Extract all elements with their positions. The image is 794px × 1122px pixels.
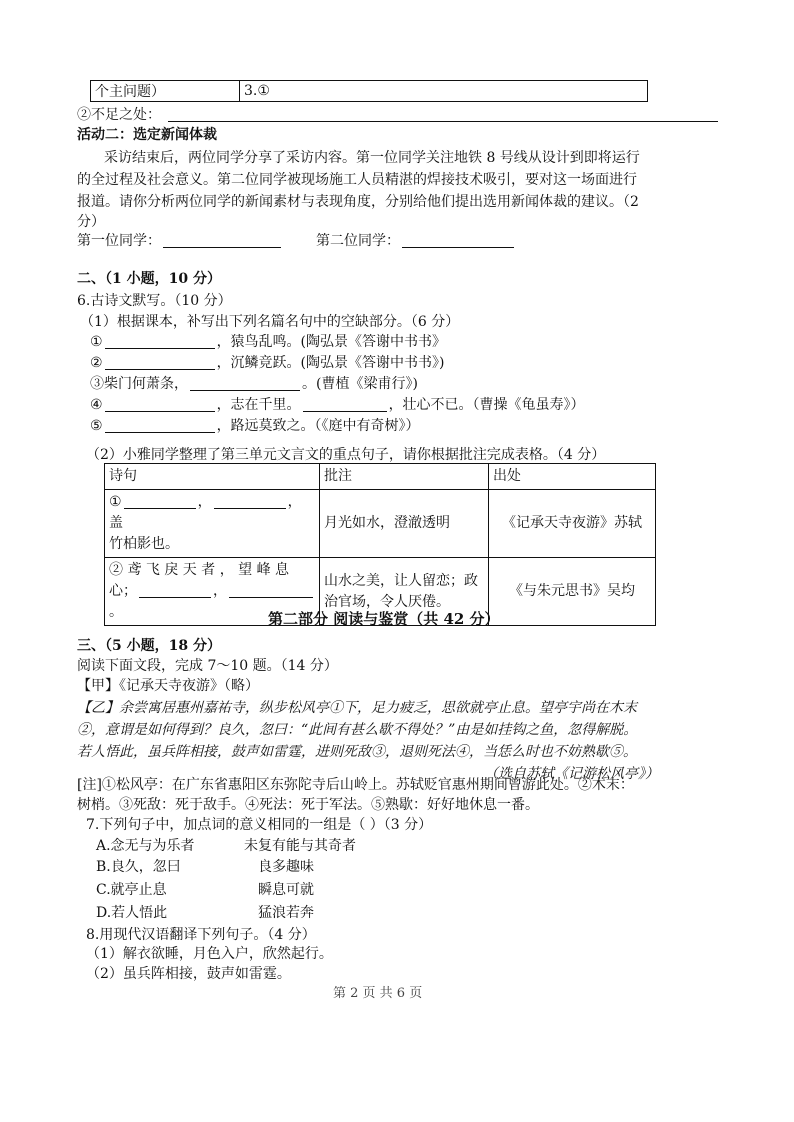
activity2-para-3: 报道。请你分析两位同学的新闻素材与表现角度，分别给他们提出选用新闻体裁的建议。（2 (77, 194, 639, 210)
row1-blank-b[interactable] (214, 494, 286, 509)
text-yi-2: ②，意谓是如何得到？良久，忽曰：“此间有甚么歇不得处？”由是如挂钩之鱼，忽得解脱。 (77, 722, 638, 738)
text-yi-1: 【乙】余尝寓居惠州嘉祐寺，纵步松风亭①下，足力疲乏，思欲就亭止息。望亭宇尚在木末 (77, 700, 637, 716)
row1-source: 《记承天寺夜游》苏轼 (489, 490, 656, 558)
text-jia: 【甲】《记承天寺夜游》（略） (77, 678, 259, 694)
q6-line-2: ② ，沉鳞竞跃。(陶弘景《答谢中书书》) (90, 355, 445, 371)
row2-blank-b[interactable] (229, 583, 313, 598)
q6-sub1: （1）根据课本，补写出下列名篇名句中的空缺部分。（6 分） (80, 314, 460, 330)
second-student-blank[interactable] (402, 233, 514, 248)
first-student-label: 第一位同学： (77, 233, 161, 249)
section3-title: 三、（5 小题，18 分） (77, 638, 221, 654)
activity2-para-4: 分） (77, 214, 105, 230)
q7-option-b-right: 良多趣味 (258, 859, 314, 875)
row2-note: 山水之美，让人留恋；政 治官场，令人厌倦。 (320, 558, 489, 626)
poem-table-row-1 (105, 490, 656, 558)
top-table-cell-2: 3.① (240, 81, 648, 102)
q6-sub2: （2）小雅同学整理了第三单元文言文的重点句子，请你根据批注完成表格。（4 分） (86, 447, 606, 463)
header-source: 出处 (489, 464, 656, 490)
shortcoming-label: ②不足之处： (77, 107, 161, 123)
blank-2[interactable] (105, 355, 215, 370)
blank-4b[interactable] (303, 397, 387, 412)
second-student-row (316, 233, 516, 250)
section2-title: 二、（1 小题，10 分） (77, 271, 221, 287)
q6-title: 6.古诗文默写。（10 分） (77, 293, 232, 309)
top-answer-table (90, 80, 648, 102)
q7-option-c-right: 瞬息可就 (258, 882, 314, 898)
header-note: 批注 (320, 464, 489, 490)
part2-title: 第二部分 阅读与鉴赏（共 42 分） (268, 610, 500, 628)
q6-line-3: ③柴门何萧条， 。(曹植《梁甫行》) (90, 376, 418, 392)
q7-title: 7.下列句子中，加点词的意义相同的一组是（ ）（3 分） (86, 817, 433, 833)
blank-5[interactable] (105, 418, 215, 433)
q6-line-5: ⑤ ，路远莫致之。（《庭中有奇树》） (90, 418, 420, 434)
shortcoming-answer-line[interactable] (168, 121, 718, 122)
activity2-para-2: 的全过程及社会意义。第二位同学被现场施工人员精湛的焊接技术吸引，要对这一场面进行 (77, 172, 637, 188)
text-yi-3: 若人悟此，虽兵阵相接，鼓声如雷霆，进则死敌③，退则死法④，当恁么时也不妨熟歇⑤。 (77, 744, 637, 760)
q8-item-1: （1）解衣欲睡，月色入户，欣然起行。 (86, 946, 333, 962)
blank-4a[interactable] (105, 397, 215, 412)
q7-option-a-right: 未复有能与其奇者 (244, 838, 356, 854)
q7-option-a-left[interactable]: A.念无与为乐者 (96, 838, 195, 854)
row2-blank-a[interactable] (139, 583, 211, 598)
q7-option-c-left[interactable]: C.就亭止息 (96, 882, 167, 898)
blank-3[interactable] (190, 376, 300, 391)
q7-option-d-right: 猛浪若奔 (258, 905, 314, 921)
q7-option-b-left[interactable]: B.良久，忽曰 (96, 859, 181, 875)
annotation-1: [注]①松风亭：在广东省惠阳区东弥陀寺后山岭上。苏轼贬官惠州期间曾游此处。②木末： (77, 777, 634, 793)
first-student-blank[interactable] (163, 233, 281, 248)
poem-table (104, 463, 656, 626)
activity2-para-1: 采访结束后，两位同学分享了采访内容。第一位同学关注地铁 8 号线从设计到即将运行 (104, 150, 640, 166)
row2-source: 《与朱元思书》吴均 (489, 558, 656, 626)
first-student-row (77, 233, 283, 250)
header-poem: 诗句 (105, 464, 320, 490)
activity2-title: 活动二：选定新闻体裁 (77, 127, 217, 143)
q6-line-4: ④ ，志在千里。 ，壮心不已。（曹操《龟虽寿》） (90, 397, 585, 413)
row1-note: 月光如水，澄澈透明 (320, 490, 489, 558)
reading-intro: 阅读下面文段，完成 7～10 题。（14 分） (77, 658, 338, 674)
q8-item-2: （2）虽兵阵相接，鼓声如雷霆。 (86, 966, 291, 982)
blank-1[interactable] (105, 334, 215, 349)
top-table-cell-1: 个主问题） (91, 81, 240, 102)
page-footer: 第 2 页 共 6 页 (333, 986, 423, 1001)
second-student-label: 第二位同学： (316, 233, 400, 249)
q8-title: 8.用现代汉语翻译下列句子。（4 分） (86, 927, 316, 943)
text-yi-source: （选自苏轼《记游松风亭》） (484, 766, 659, 782)
q7-option-d-left[interactable]: D.若人悟此 (96, 905, 168, 921)
q6-line-1: ① ，猿鸟乱鸣。(陶弘景《答谢中书书》 (90, 334, 447, 350)
row1-blank-a[interactable] (124, 494, 196, 509)
poem-table-header (105, 464, 656, 490)
row2-poem: ② 鸢 飞 戾 天 者 ， 望 峰 息 心； ，。 (105, 558, 320, 626)
row1-poem: ① ， ，盖 竹柏影也。 (105, 490, 320, 558)
annotation-2: 树梢。③死敌：死于敌手。④死法：死于军法。⑤熟歇：好好地休息一番。 (77, 797, 539, 813)
